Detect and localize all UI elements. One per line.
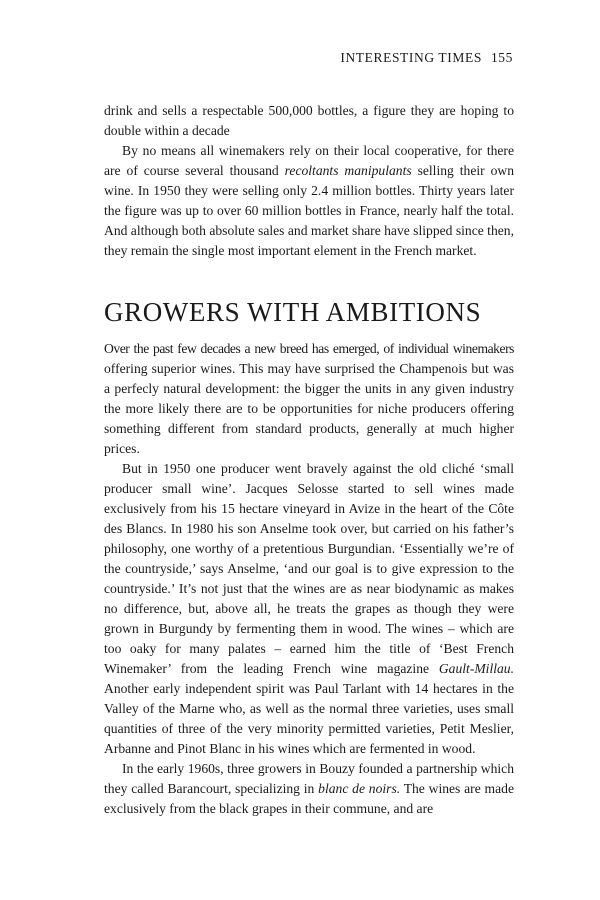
intro-text bbox=[104, 101, 514, 261]
italic-term: recoltants manipulants bbox=[284, 163, 412, 178]
running-head bbox=[340, 50, 513, 66]
section-paragraph-2: But in 1950 one producer went bravely against the old cliché ‘small producer small wine’. Jacques Selosse started to sell wines made exclusively from his 15 hectare vineyard in Avize in the heart of the Côte des Blancs. In 1980 his son Anselme took over, but carried on his father’s philosophy, one worthy of a pretentious Burgundian. ‘Essentially we’re of the countryside,’ says Anselme, ‘and our goal is to give expression to the countryside.’ It’s not just that the wines are as near biodynamic as makes no difference, but, above all, he treats the grapes as though they were grown in Burgundy by fermenting them in wood. The wines – which are too oaky for many palates – earned him the title of ‘Best French Winemaker’ from the leading French wine magazine Gault-Millau. Another early independent spirit was Paul Tarlant with 14 hectares in the Valley of the Marne who, as well as the normal three varieties, uses small quantities of three of the very minority permitted varieties, Petit Meslier, Arbanne and Pinot Blanc in his wines which are fermented in wood. bbox=[104, 461, 514, 756]
intro-paragraph-1: drink and sells a respectable 500,000 bottles, a figure they are hoping to double within a decade bbox=[104, 103, 514, 138]
running-title: INTERESTING TIMES bbox=[340, 50, 482, 65]
section-body bbox=[104, 339, 514, 819]
section-heading: GROWERS WITH AMBITIONS bbox=[104, 297, 482, 327]
italic-term: blanc de noirs. bbox=[318, 781, 401, 796]
intro-paragraph-2: By no means all winemakers rely on their local cooperative, for there are of course several thousand recoltants manipulants selling their own wine. In 1950 they were selling only 2.4 million bottles. Thirty years later the figure was up to over 60 million bottles in France, nearly half the total. And although both absolute sales and market share have slipped since then, they remain the single most important element in the French market. bbox=[104, 143, 514, 258]
section-paragraph-1: Over the past few decades a new breed has emerged, of individual winemakers offering superior wines. This may have surprised the Champenois but was a perfecly natural development: the bigger the units in any given industry the more likely there are to be opportunities for niche producers offering something different from standard products, generally at much higher prices. bbox=[104, 341, 514, 456]
magazine-title: Gault-Millau. bbox=[438, 661, 514, 676]
page-number: 155 bbox=[490, 50, 513, 65]
section-paragraph-3: In the early 1960s, three growers in Bouzy founded a partnership which they called Barancourt, specializing in blanc de noirs. The wines are made exclusively from the black grapes in their commune, and are bbox=[104, 761, 514, 816]
